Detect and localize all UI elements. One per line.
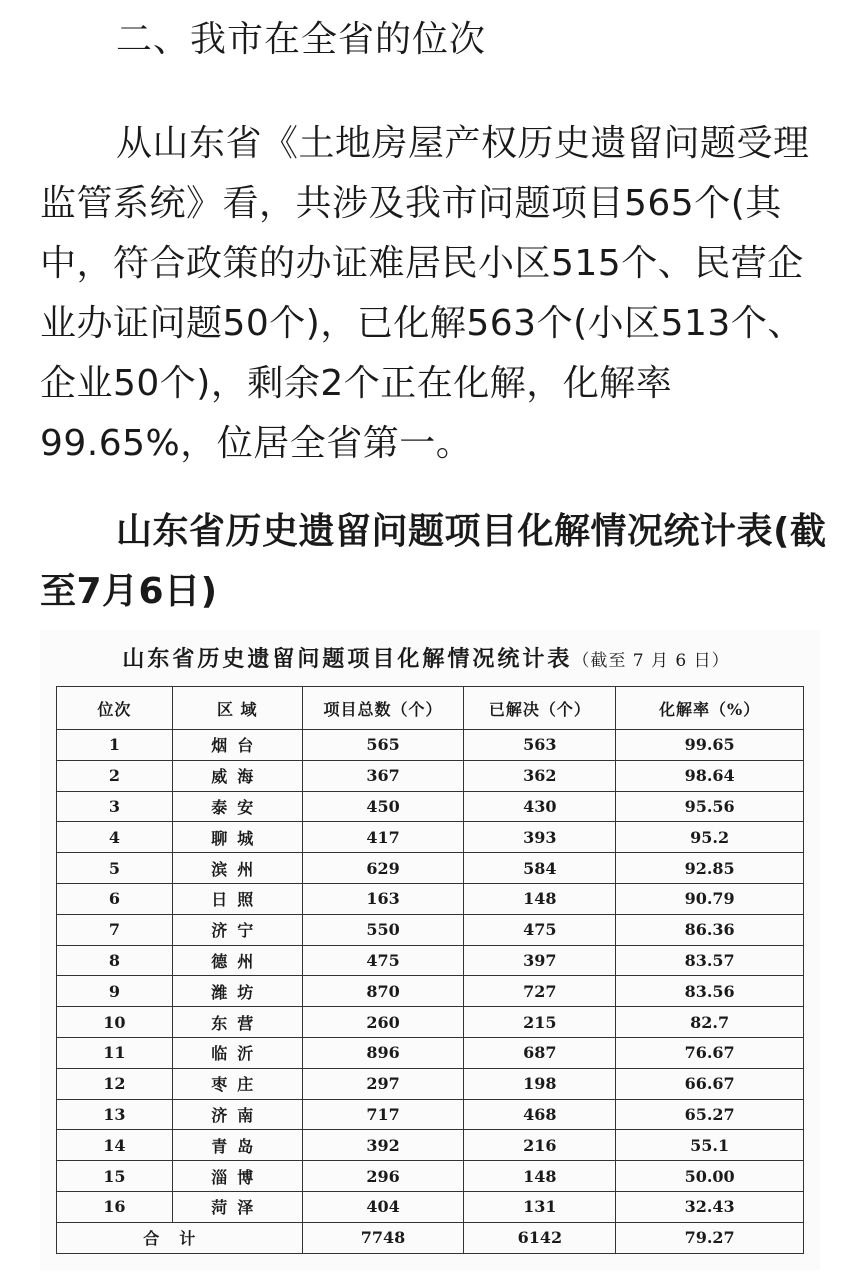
header-region: 区 域: [172, 687, 302, 730]
header-total: 项目总数（个）: [302, 687, 464, 730]
cell-rank: 15: [57, 1161, 173, 1192]
table-row: [57, 760, 804, 791]
cell-total: 297: [302, 1068, 464, 1099]
cell-rank: 13: [57, 1099, 173, 1130]
cell-rate: 90.79: [616, 883, 804, 914]
cell-rate: 55.1: [616, 1130, 804, 1161]
cell-total: 565: [302, 730, 464, 761]
cell-rank: 11: [57, 1037, 173, 1068]
cell-resolved: 198: [464, 1068, 616, 1099]
cell-region: 泰安: [172, 791, 302, 822]
cell-rank: 2: [57, 760, 173, 791]
cell-region: 济宁: [172, 914, 302, 945]
statistics-table: [56, 686, 804, 1254]
table-row: [57, 730, 804, 761]
cell-region: 威海: [172, 760, 302, 791]
cell-resolved: 468: [464, 1099, 616, 1130]
cell-rank: 8: [57, 945, 173, 976]
table-row: [57, 945, 804, 976]
cell-region: 日照: [172, 883, 302, 914]
table-row: [57, 822, 804, 853]
table-row: [57, 853, 804, 884]
cell-resolved: 215: [464, 1007, 616, 1038]
cell-region: 滨州: [172, 853, 302, 884]
cell-resolved: 362: [464, 760, 616, 791]
cell-total: 450: [302, 791, 464, 822]
cell-rank: 5: [57, 853, 173, 884]
cell-rate: 95.2: [616, 822, 804, 853]
cell-total: 404: [302, 1191, 464, 1222]
cell-rate: 66.67: [616, 1068, 804, 1099]
cell-resolved: 687: [464, 1037, 616, 1068]
table-row: [57, 1099, 804, 1130]
section-heading: 二、我市在全省的位次: [116, 19, 487, 60]
cell-resolved: 148: [464, 883, 616, 914]
cell-total: 367: [302, 760, 464, 791]
cell-total: 629: [302, 853, 464, 884]
table-caption: [56, 642, 796, 673]
cell-total: 896: [302, 1037, 464, 1068]
cell-rank: 6: [57, 883, 173, 914]
cell-region: 青岛: [172, 1130, 302, 1161]
table-row: [57, 1161, 804, 1192]
cell-rank: 9: [57, 976, 173, 1007]
cell-rank: 14: [57, 1130, 173, 1161]
body-paragraph: 从山东省《土地房屋产权历史遗留问题受理监管系统》看，共涉及我市问题项目565个(其中，符合政策的办证难居民小区515个、民营企业办证问题50个)，已化解563个(小区513个、企业50个)，剩余2个正在化解，化解率99.65%，位居全省第一。: [40, 123, 810, 464]
table-row: [57, 976, 804, 1007]
cell-rank: 7: [57, 914, 173, 945]
header-rank: 位次: [57, 687, 173, 730]
cell-rate: 50.00: [616, 1161, 804, 1192]
table-row: [57, 1037, 804, 1068]
table-body: [57, 730, 804, 1223]
cell-resolved: 475: [464, 914, 616, 945]
cell-rank: 16: [57, 1191, 173, 1222]
cell-region: 聊城: [172, 822, 302, 853]
cell-total: 550: [302, 914, 464, 945]
cell-total: 296: [302, 1161, 464, 1192]
cell-total: 870: [302, 976, 464, 1007]
total-projects: 7748: [302, 1222, 464, 1253]
cell-region: 烟台: [172, 730, 302, 761]
cell-region: 淄博: [172, 1161, 302, 1192]
cell-region: 枣庄: [172, 1068, 302, 1099]
cell-resolved: 584: [464, 853, 616, 884]
table-header-row: [57, 687, 804, 730]
table-row: [57, 791, 804, 822]
cell-resolved: 727: [464, 976, 616, 1007]
cell-resolved: 430: [464, 791, 616, 822]
total-label: 合计: [57, 1222, 303, 1253]
cell-rate: 83.57: [616, 945, 804, 976]
cell-resolved: 216: [464, 1130, 616, 1161]
table-row: [57, 883, 804, 914]
cell-total: 392: [302, 1130, 464, 1161]
cell-resolved: 393: [464, 822, 616, 853]
cell-rate: 98.64: [616, 760, 804, 791]
cell-rank: 3: [57, 791, 173, 822]
cell-total: 717: [302, 1099, 464, 1130]
total-resolved: 6142: [464, 1222, 616, 1253]
table-total-row: [57, 1222, 804, 1253]
table-caption-text: 山东省历史遗留问题项目化解情况统计表: [122, 646, 573, 672]
cell-rate: 95.56: [616, 791, 804, 822]
cell-total: 475: [302, 945, 464, 976]
cell-rate: 76.67: [616, 1037, 804, 1068]
total-rate: 79.27: [616, 1222, 804, 1253]
cell-total: 163: [302, 883, 464, 914]
table-section-title: 山东省历史遗留问题项目化解情况统计表(截至7月6日): [40, 511, 827, 612]
cell-region: 临沂: [172, 1037, 302, 1068]
cell-rate: 92.85: [616, 853, 804, 884]
table-caption-note: （截至 7 月 6 日）: [572, 651, 730, 671]
cell-region: 济南: [172, 1099, 302, 1130]
table-row: [57, 1007, 804, 1038]
table-row: [57, 914, 804, 945]
cell-rank: 12: [57, 1068, 173, 1099]
cell-region: 菏泽: [172, 1191, 302, 1222]
cell-rate: 32.43: [616, 1191, 804, 1222]
cell-total: 260: [302, 1007, 464, 1038]
cell-resolved: 148: [464, 1161, 616, 1192]
cell-rate: 82.7: [616, 1007, 804, 1038]
header-rate: 化解率（%）: [616, 687, 804, 730]
cell-region: 德州: [172, 945, 302, 976]
cell-resolved: 397: [464, 945, 616, 976]
cell-resolved: 563: [464, 730, 616, 761]
header-resolved: 已解决（个）: [464, 687, 616, 730]
cell-region: 东营: [172, 1007, 302, 1038]
cell-rank: 4: [57, 822, 173, 853]
table-row: [57, 1130, 804, 1161]
cell-rate: 65.27: [616, 1099, 804, 1130]
cell-rate: 83.56: [616, 976, 804, 1007]
cell-rate: 86.36: [616, 914, 804, 945]
cell-rank: 10: [57, 1007, 173, 1038]
cell-resolved: 131: [464, 1191, 616, 1222]
cell-region: 潍坊: [172, 976, 302, 1007]
cell-rank: 1: [57, 730, 173, 761]
table-row: [57, 1068, 804, 1099]
cell-total: 417: [302, 822, 464, 853]
table-row: [57, 1191, 804, 1222]
cell-rate: 99.65: [616, 730, 804, 761]
